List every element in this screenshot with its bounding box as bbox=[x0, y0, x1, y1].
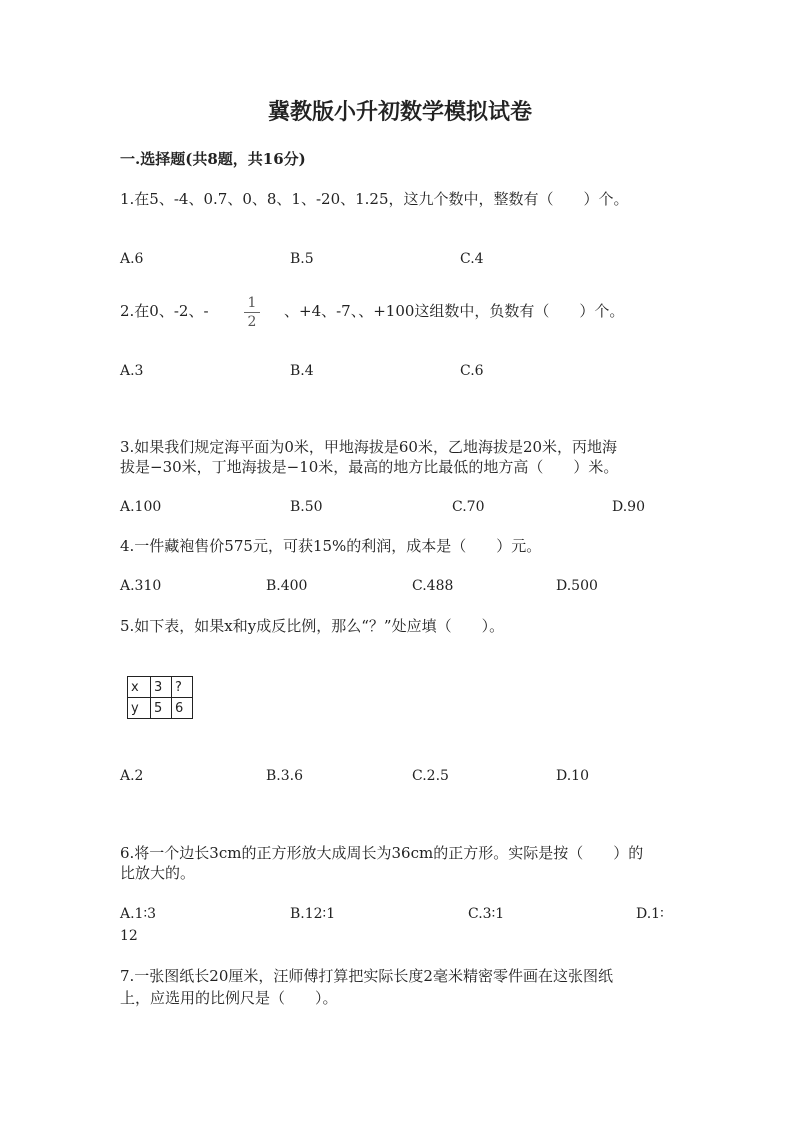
section-heading: 一.选择题(共8题，共16分) bbox=[120, 150, 306, 168]
question-6-line-2: 比放大的。 bbox=[120, 864, 196, 882]
table-row bbox=[128, 677, 193, 698]
question-6-line-1: 6.将一个边长3cm的正方形放大成周长为36cm的正方形。实际是按（ ）的 bbox=[120, 844, 644, 862]
question-6-option-c: C.3∶1 bbox=[468, 906, 505, 922]
question-3-line-1: 3.如果我们规定海平面为0米，甲地海拔是60米，乙地海拔是20米，丙地海 bbox=[120, 438, 618, 456]
table-cell: y bbox=[128, 698, 151, 719]
question-3-option-c: C.70 bbox=[452, 499, 485, 515]
fraction-bar bbox=[244, 312, 260, 313]
page-title: 冀教版小升初数学模拟试卷 bbox=[267, 99, 532, 125]
fraction-numerator: 1 bbox=[247, 295, 257, 311]
question-3-option-d: D.90 bbox=[612, 499, 645, 515]
question-6-option-b: B.12∶1 bbox=[290, 906, 336, 922]
table-cell: 6 bbox=[172, 698, 193, 719]
question-4-text: 4.一件藏袍售价575元，可获15%的利润，成本是（ ）元。 bbox=[120, 537, 542, 555]
table-cell: 3 bbox=[151, 677, 172, 698]
question-2-text-after: 、+4、-7、、+100这组数中，负数有（ ）个。 bbox=[284, 302, 625, 320]
fraction-denominator: 2 bbox=[247, 314, 257, 330]
question-2-text-before: 2.在0、-2、- bbox=[120, 302, 209, 320]
question-4-option-b: B.400 bbox=[266, 578, 308, 594]
question-2-option-c: C.6 bbox=[460, 363, 484, 379]
question-4-option-a: A.310 bbox=[120, 578, 162, 594]
question-4-option-d: D.500 bbox=[556, 578, 598, 594]
question-5-option-d: D.10 bbox=[556, 768, 589, 784]
question-3-line-2: 拔是−30米，丁地海拔是−10米，最高的地方比最低的地方高（ ）米。 bbox=[120, 458, 619, 476]
question-7-line-1: 7.一张图纸长20厘米，汪师傅打算把实际长度2毫米精密零件画在这张图纸 bbox=[120, 967, 613, 985]
question-1-text: 1.在5、-4、0.7、0、8、1、-20、1.25，这九个数中，整数有（ ）个。 bbox=[120, 190, 629, 208]
question-2-option-b: B.4 bbox=[290, 363, 314, 379]
table-cell: ? bbox=[172, 677, 193, 698]
table-cell: 5 bbox=[151, 698, 172, 719]
question-1-option-b: B.5 bbox=[290, 251, 314, 267]
question-7-line-2: 上，应选用的比例尺是（ ）。 bbox=[120, 989, 338, 1007]
question-3-option-a: A.100 bbox=[120, 499, 162, 515]
question-6-option-d-wrap: 12 bbox=[120, 928, 138, 944]
question-6-option-d: D.1∶ bbox=[636, 906, 664, 922]
question-3-option-b: B.50 bbox=[290, 499, 323, 515]
question-4-option-c: C.488 bbox=[412, 578, 454, 594]
table-cell: x bbox=[128, 677, 151, 698]
question-6-option-a: A.1∶3 bbox=[120, 906, 157, 922]
question-5-option-c: C.2.5 bbox=[412, 768, 449, 784]
question-5-option-b: B.3.6 bbox=[266, 768, 304, 784]
ratio-table bbox=[127, 676, 193, 719]
question-1-option-a: A.6 bbox=[120, 251, 144, 267]
question-1-option-c: C.4 bbox=[460, 251, 484, 267]
question-2-option-a: A.3 bbox=[120, 363, 144, 379]
question-5-option-a: A.2 bbox=[120, 768, 144, 784]
question-5-text: 5.如下表，如果x和y成反比例，那么“？”处应填（ ）。 bbox=[120, 617, 505, 635]
table-row bbox=[128, 698, 193, 719]
